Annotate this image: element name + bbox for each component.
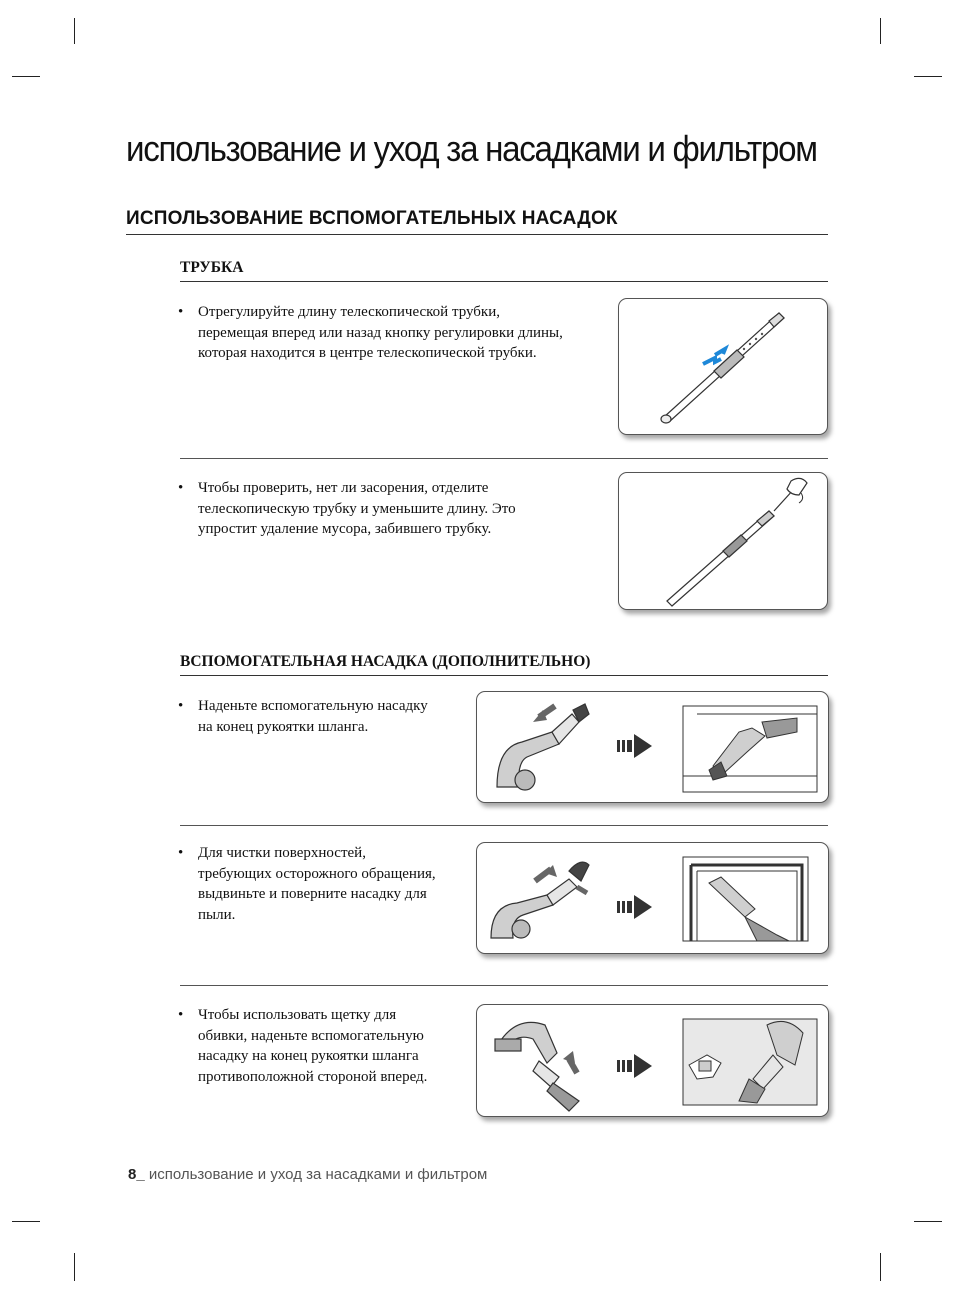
accessory-attach-illustration xyxy=(476,691,829,803)
bullet-text: Отрегулируйте длину телескопической трубки, перемещая вперед или назад кнопку регулировки длины, которая находится в центре телескопической трубки. xyxy=(198,304,563,361)
page-number: 8_ xyxy=(128,1166,145,1183)
bullet-text: Для чистки поверхностей, требующих осторожного обращения, выдвиньте и поверните насадку для пыли. xyxy=(198,845,436,923)
bullet-text: Наденьте вспомогательную насадку на конец рукоятки шланга. xyxy=(198,698,428,735)
list-item xyxy=(178,696,428,737)
crop-mark xyxy=(12,1221,40,1222)
tube-heading-rule xyxy=(180,281,828,282)
arrow-right-icon xyxy=(617,1054,652,1078)
divider xyxy=(180,985,828,986)
divider xyxy=(180,825,828,826)
list-item xyxy=(178,478,516,540)
list-item xyxy=(178,1005,427,1087)
bullet-text: Чтобы проверить, нет ли засорения, отделите телескопическую трубку и уменьшите длину. Это упростит удаление мусора, забившего трубку. xyxy=(198,480,516,537)
crop-mark xyxy=(74,18,75,44)
bullet-dot: • xyxy=(178,845,184,861)
upholstery-brush-illustration xyxy=(476,1004,829,1117)
section-rule xyxy=(126,234,828,235)
arrow-right-icon xyxy=(617,895,652,919)
crop-mark xyxy=(880,1253,881,1281)
arrow-right-icon xyxy=(617,734,652,758)
page-title: использование и уход за насадками и фильтром xyxy=(126,128,817,169)
telescopic-tube-illustration xyxy=(618,298,828,435)
page-footer xyxy=(128,1166,487,1183)
crop-mark xyxy=(12,76,40,77)
dust-brush-illustration xyxy=(476,842,829,954)
accessory-heading: ВСПОМОГАТЕЛЬНАЯ НАСАДКА (ДОПОЛНИТЕЛЬНО) xyxy=(180,653,591,670)
crop-mark xyxy=(74,1253,75,1281)
divider xyxy=(180,458,828,459)
bullet-dot: • xyxy=(178,1007,184,1023)
crop-mark xyxy=(914,1221,942,1222)
tube-cleaning-illustration xyxy=(618,472,828,610)
bullet-dot: • xyxy=(178,480,184,496)
bullet-text: Чтобы использовать щетку для обивки, наденьте вспомогательную насадку на конец рукоятки шланга противоположной стороной вперед. xyxy=(198,1007,428,1085)
section-heading: ИСПОЛЬЗОВАНИЕ ВСПОМОГАТЕЛЬНЫХ НАСАДОК xyxy=(126,208,618,229)
crop-mark xyxy=(880,18,881,44)
footer-text: использование и уход за насадками и фильтром xyxy=(144,1166,488,1183)
tube-heading: ТРУБКА xyxy=(180,259,244,276)
list-item xyxy=(178,302,563,364)
accessory-heading-rule xyxy=(180,675,828,676)
bullet-dot: • xyxy=(178,698,184,714)
bullet-dot: • xyxy=(178,304,184,320)
list-item xyxy=(178,843,436,925)
crop-mark xyxy=(914,76,942,77)
